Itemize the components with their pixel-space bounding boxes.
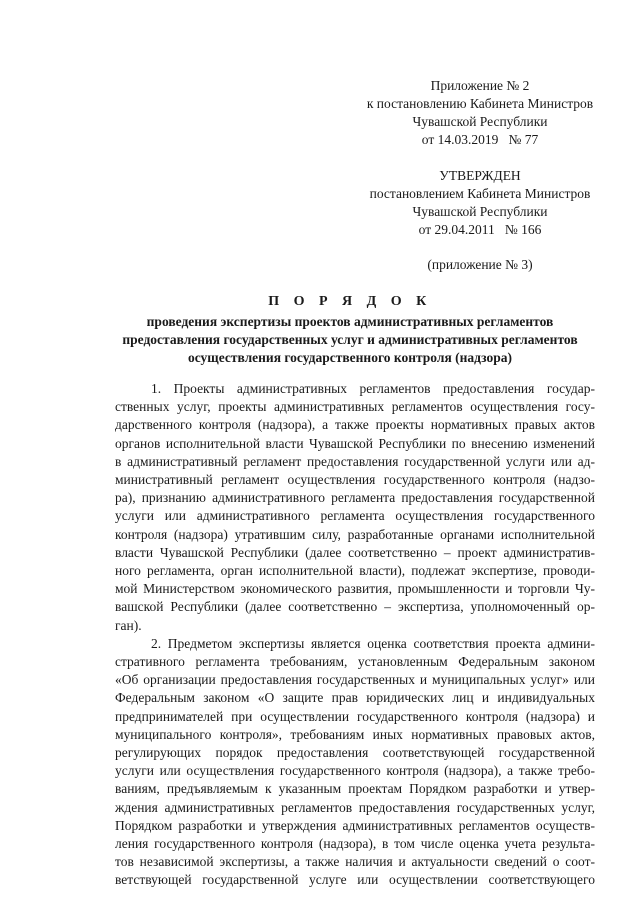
paragraph-line: органов исполнительной власти Чувашской Республики по внесению изменений: [115, 435, 595, 451]
paragraph-line: ган).: [115, 617, 142, 633]
paragraph: [115, 635, 595, 890]
document-title: П О Р Я Д О К: [268, 294, 432, 309]
paragraph-line: ного регламента, орган исполнительной власти), подлежат экспертизе, проводи-: [115, 563, 595, 579]
paragraph-line: ственных услуг, проекты административных регламентов осуществления госу-: [115, 399, 595, 415]
document-subtitle-line: осуществления государственного контроля (надзора): [187, 350, 512, 365]
appendix-line: от 14.03.2019 № 77: [421, 132, 539, 147]
paragraph-line: предпринимателей при осуществлении государственного контроля (надзора) и: [115, 708, 595, 724]
paragraph-line: ра), признанию административного регламента предоставления государственной: [115, 490, 595, 506]
paragraph-line: ждения административных регламентов предоставления государственных услуг,: [115, 799, 595, 815]
appendix-line: Приложение № 2: [430, 78, 530, 93]
paragraph-line: ветствующей государственной услуге или осуществлении соответствующего: [115, 872, 595, 888]
paragraph-line: 1. Проекты административных регламентов предоставления государ-: [151, 381, 595, 396]
paragraph-line: вашской Республики (далее соответственно – экспертиза, уполномоченный ор-: [115, 599, 595, 615]
approval-line: УТВЕРЖДЕН: [439, 168, 521, 183]
approval-line: от 29.04.2011 № 166: [418, 222, 542, 237]
approval-note: (приложение № 3): [427, 257, 533, 272]
appendix-line: к постановлению Кабинета Министров: [366, 96, 594, 111]
paragraph-line: министративный регламент осуществления государственного контроля (надзо-: [115, 472, 595, 488]
document-body: [115, 380, 595, 890]
paragraph-line: власти Чувашской Республики (далее соответственно – проект административ-: [115, 544, 595, 560]
appendix-block: [330, 77, 630, 149]
paragraph-line: услуги или административного регламента осуществления государственного: [115, 508, 595, 524]
approval-line: Чувашской Республики: [412, 204, 548, 219]
paragraph-line: тов независимой экспертизы, а также наличия и актуальности сведений о соот-: [115, 854, 595, 870]
paragraph-line: дарственного контроля (надзора), а также проекты нормативных правых актов: [115, 417, 595, 433]
paragraph-line: ления государственного контроля (надзора), в том числе оценка учета результа-: [115, 836, 595, 852]
document-heading: [60, 293, 640, 367]
paragraph-line: ваниям, предъявляемым к указанным проектам Порядком разработки и утвер-: [115, 781, 595, 797]
document-subtitle-line: предоставления государственных услуг и административных регламентов: [122, 332, 578, 347]
approval-block: [330, 167, 630, 274]
paragraph-line: услуги или осуществления государственного контроля (надзора), а также требо-: [115, 763, 595, 779]
paragraph-line: в административный регламент предоставления государственной услуги или ад-: [115, 453, 595, 469]
paragraph-line: стративного регламента требованиям, установленным Федеральным законом: [115, 654, 595, 670]
approval-line: постановлением Кабинета Министров: [369, 186, 591, 201]
paragraph-line: Федеральным законом «О защите прав юридических лиц и индивидуальных: [115, 690, 595, 706]
paragraph-line: контроля (надзора) утратившим силу, разработанные органами исполнительной: [115, 526, 595, 542]
paragraph-line: мой Министерством экономического развития, промышленности и торговли Чу-: [115, 581, 595, 597]
paragraph: [115, 380, 595, 635]
document-subtitle-line: проведения экспертизы проектов административных регламентов: [146, 314, 554, 329]
paragraph-line: 2. Предметом экспертизы является оценка соответствия проекта админи-: [151, 635, 595, 651]
paragraph-line: Порядком разработки и утверждения административных регламентов осуществ-: [115, 817, 595, 833]
paragraph-line: «Об организации предоставления государственных и муниципальных услуг» или: [115, 672, 595, 688]
paragraph-line: муниципального контроля», требованиям иных нормативных правовых актов,: [115, 726, 595, 742]
appendix-line: Чувашской Республики: [412, 114, 548, 129]
paragraph-line: регулирующих порядок предоставления соответствующей государственной: [115, 745, 595, 761]
